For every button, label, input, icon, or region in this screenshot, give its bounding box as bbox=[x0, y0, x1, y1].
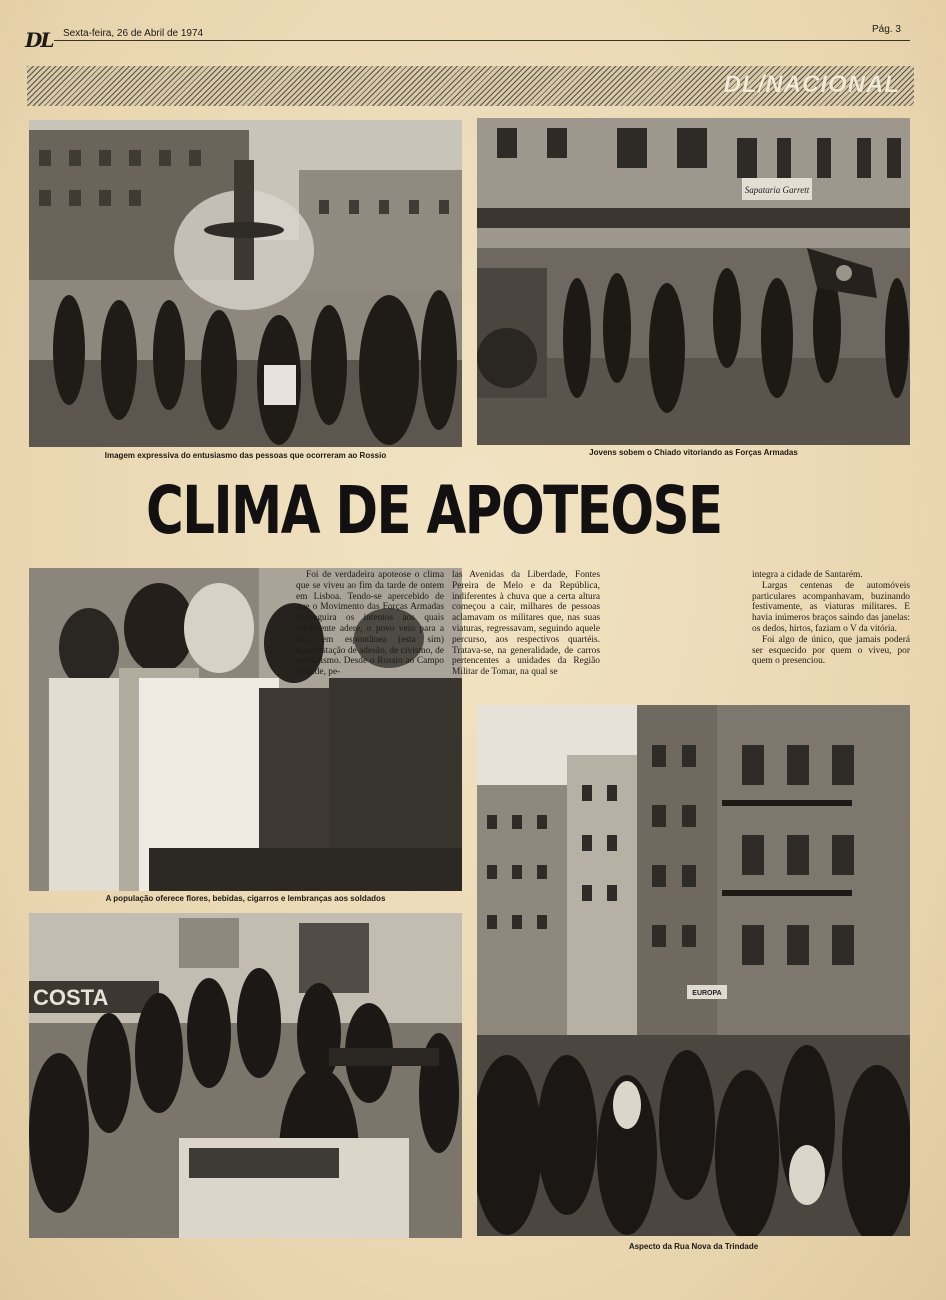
article-paragraph: Foi algo de único, que jamais poderá ser esquecido por quem o viveu, por quem o presenciou. bbox=[752, 634, 910, 667]
article-paragraph: las Avenidas da Liberdade, Fontes Pereira de Melo e da República, indiferentes à chuva que a certa altura começou a cair, milhares de pessoas aclamavam os militares que, nas suas viaturas, regressavam, seguindo aquele percurso, aos respectivos quartéis. Tratava-se, na generalidade, de carros pertencentes a unidades da Região Militar de Tomar, na qual se bbox=[452, 570, 600, 678]
article-paragraph: Largas centenas de automóveis particulares acompanhavam, buzinando festivamente, as viaturas militares. E havia inúmeros braços saindo das janelas: os dedos, hirtos, faziam o V da vitória. bbox=[752, 580, 910, 634]
article-column-1 bbox=[296, 570, 444, 678]
photo-rua-nova-trindade bbox=[477, 705, 910, 1236]
article-column-2 bbox=[452, 570, 600, 678]
caption-trindade: Aspecto da Rua Nova da Trindade bbox=[628, 1242, 759, 1251]
caption-rossio: Imagem expressiva do entusiasmo das pessoas que ocorreram ao Rossio bbox=[104, 451, 387, 460]
article-paragraph: integra a cidade de Santarém. bbox=[752, 570, 863, 580]
headline: CLIMA DE APOTEOSE bbox=[146, 472, 722, 549]
photo-multidao-carro bbox=[29, 913, 462, 1238]
caption-soldados: A população oferece flores, bebidas, cigarros e lembranças aos soldados bbox=[105, 894, 386, 903]
photo-rossio bbox=[29, 120, 462, 447]
page-number: Pág. 3 bbox=[872, 24, 901, 35]
newspaper-logo: DL bbox=[25, 28, 53, 52]
section-banner bbox=[27, 66, 914, 106]
section-label: DL/NACIONAL bbox=[723, 71, 900, 98]
europa-sign: EUROPA bbox=[692, 990, 722, 997]
article-column-3 bbox=[752, 570, 910, 667]
header-rule bbox=[54, 40, 910, 41]
article-paragraph: Foi de verdadeira apoteose o clima que se viveu ao fim da tarde de ontem em Lisboa. Tendo-se apercebido de que o Movimento das Forças Armadas conseguira os intentos aos quais totalmente adere, o povo veio para a rua, em espontânea (esta sim) manifestação de adesão, de civismo, de patriotismo. Desde o Rossio ao Campo Grande, pe- bbox=[296, 570, 444, 678]
caption-chiado: Jovens sobem o Chiado vitoriando as Forças Armadas bbox=[589, 448, 798, 457]
issue-date: Sexta-feira, 26 de Abril de 1974 bbox=[63, 28, 204, 39]
photo-chiado bbox=[477, 118, 910, 445]
sapataria-sign: Sapataria Garrett bbox=[744, 185, 810, 195]
costa-sign: COSTA bbox=[33, 985, 109, 1010]
